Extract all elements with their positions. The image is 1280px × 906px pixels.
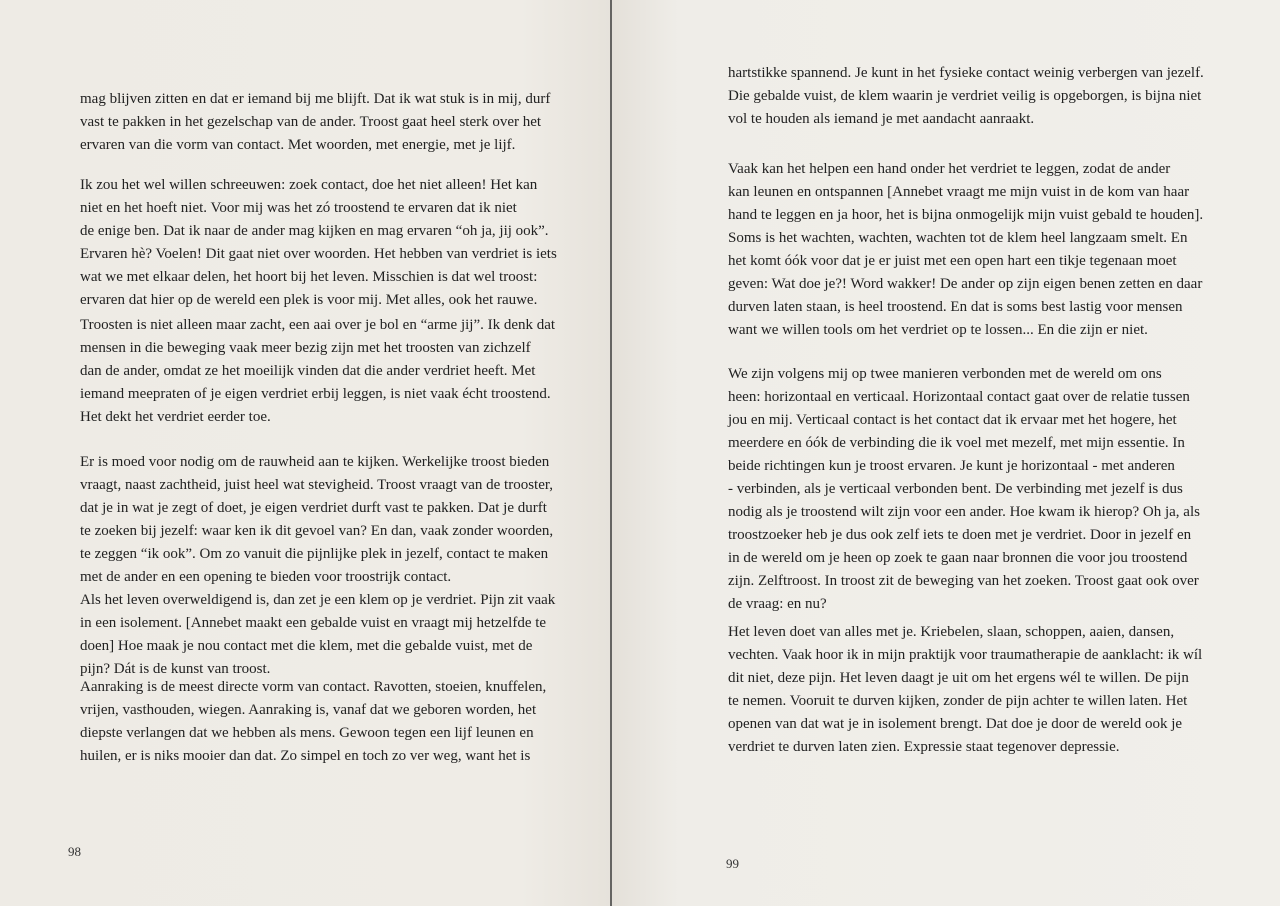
text-line: te zoeken bij jezelf: waar ken ik dit gevoel van? En dan, vaak zonder woorden, xyxy=(80,523,554,539)
text-line: vechten. Vaak hoor ik in mijn praktijk voor traumatherapie de aanklacht: ik wíl xyxy=(728,647,1203,663)
text-line: hand te leggen en ja hoor, het is bijna onmogelijk mijn vuist gebald te houden]. xyxy=(728,207,1204,223)
paragraph xyxy=(728,363,1200,616)
text-line: vol te houden als iemand je met aandacht aanraakt. xyxy=(728,111,1035,127)
text-line: Vaak kan het helpen een hand onder het verdriet te leggen, zodat de ander xyxy=(728,161,1171,177)
right-page xyxy=(612,0,1280,906)
paragraph xyxy=(80,88,550,157)
text-line: durven laten staan, is heel troostend. En dat is soms best lastig voor mensen xyxy=(728,299,1183,315)
text-line: huilen, er is niks mooier dan dat. Zo simpel en toch zo ver weg, want het is xyxy=(80,748,531,764)
text-line: Als het leven overweldigend is, dan zet je een klem op je verdriet. Pijn zit vaak xyxy=(80,592,556,608)
text-line: Er is moed voor nodig om de rauwheid aan te kijken. Werkelijke troost bieden xyxy=(80,454,550,470)
text-line: kan leunen en ontspannen [Annebet vraagt me mijn vuist in de kom van haar xyxy=(728,184,1190,200)
paragraph xyxy=(728,158,1203,342)
text-line: pijn? Dát is de kunst van troost. xyxy=(80,661,271,677)
text-line: mag blijven zitten en dat er iemand bij me blijft. Dat ik wat stuk is in mij, durf xyxy=(80,91,551,107)
paragraph xyxy=(80,589,555,681)
paragraph xyxy=(80,676,546,768)
text-line: ervaren van die vorm van contact. Met woorden, met energie, met je lijf. xyxy=(80,137,516,153)
text-line: met de ander en een opening te bieden voor troostrijk contact. xyxy=(80,569,452,585)
text-line: jou en mij. Verticaal contact is het contact dat ik ervaar met het hogere, het xyxy=(728,412,1177,428)
text-line: vrijen, vasthouden, wiegen. Aanraking is, vanaf dat we geboren worden, het xyxy=(80,702,537,718)
text-line: openen van dat wat je in isolement brengt. Dat doe je door de wereld ook je xyxy=(728,716,1183,732)
text-line: te zeggen “ik ook”. Om zo vanuit die pijnlijke plek in jezelf, contact te maken xyxy=(80,546,549,562)
text-line: mensen in die beweging vaak meer bezig zijn met het troosten van zichzelf xyxy=(80,340,531,356)
left-page xyxy=(0,0,612,906)
book-spine xyxy=(610,0,612,906)
text-line: te nemen. Vooruit te durven kijken, zonder de pijn achter te willen laten. Het xyxy=(728,693,1188,709)
text-line: Aanraking is de meest directe vorm van contact. Ravotten, stoeien, knuffelen, xyxy=(80,679,547,695)
page-number: 99 xyxy=(726,856,739,871)
paragraph xyxy=(80,314,555,429)
text-line: dan de ander, omdat ze het moeilijk vinden dat die ander verdriet heeft. Met xyxy=(80,363,536,379)
text-line: vraagt, naast zachtheid, juist heel wat stevigheid. Troost vraagt van de trooster, xyxy=(80,477,554,493)
text-line: de vraag: en nu? xyxy=(728,596,827,612)
paragraph xyxy=(728,62,1204,131)
text-line: de enige ben. Dat ik naar de ander mag kijken en mag ervaren “oh ja, jij ook”. xyxy=(80,223,549,239)
text-line: geven: Wat doe je?! Word wakker! De ander op zijn eigen benen zetten en daar xyxy=(728,276,1203,292)
text-line: wat we met elkaar delen, het hoort bij het leven. Misschien is dat wel troost: xyxy=(80,269,538,285)
text-line: Ik zou het wel willen schreeuwen: zoek contact, doe het niet alleen! Het kan xyxy=(80,177,538,193)
text-line: meerdere en óók de verbinding die ik voel met mezelf, met mijn essentie. In xyxy=(728,435,1185,451)
text-line: Soms is het wachten, wachten, wachten tot de klem heel langzaam smelt. En xyxy=(728,230,1188,246)
text-line: diepste verlangen dat we hebben als mens. Gewoon tegen een lijf leunen en xyxy=(80,725,534,741)
text-line: hartstikke spannend. Je kunt in het fysieke contact weinig verbergen van jezelf. xyxy=(728,65,1204,81)
text-line: dit niet, deze pijn. Het leven daagt je uit om het ergens wél te willen. De pijn xyxy=(728,670,1189,686)
text-line: in een isolement. [Annebet maakt een gebalde vuist en vraagt mij hetzelfde te xyxy=(80,615,547,631)
text-line: iemand meepraten of je eigen verdriet erbij leggen, is niet vaak écht troostend. xyxy=(80,386,551,402)
text-line: heen: horizontaal en verticaal. Horizontaal contact gaat over de relatie tussen xyxy=(728,389,1190,405)
text-line: vast te pakken in het gezelschap van de ander. Troost gaat heel sterk over het xyxy=(80,114,542,130)
text-line: - verbinden, als je verticaal verbonden bent. De verbinding met jezelf is dus xyxy=(728,481,1183,497)
paragraph xyxy=(80,174,557,312)
text-line: troostzoeker heb je dus ook zelf iets te doen met je verdriet. Door in jezelf en xyxy=(728,527,1192,543)
text-line: niet en het hoeft niet. Voor mij was het zó troostend te ervaren dat ik niet xyxy=(80,200,517,216)
text-line: Die gebalde vuist, de klem waarin je verdriet veilig is opgeborgen, is bijna niet xyxy=(728,88,1202,104)
text-line: dat je in wat je zegt of doet, je eigen verdriet durft vast te pakken. Dat je durft xyxy=(80,500,547,516)
text-line: het komt óók voor dat je er juist met een open hart een tikje tegenaan moet xyxy=(728,253,1177,269)
paragraph xyxy=(80,451,553,589)
text-line: Het dekt het verdriet eerder toe. xyxy=(80,409,271,425)
text-line: Het leven doet van alles met je. Kriebelen, slaan, schoppen, aaien, dansen, xyxy=(728,624,1175,640)
text-line: doen] Hoe maak je nou contact met die klem, met die gebalde vuist, met de xyxy=(80,638,533,654)
text-line: want we willen tools om het verdriet op te lossen... En die zijn er niet. xyxy=(728,322,1148,338)
paragraph xyxy=(728,621,1202,759)
text-line: Troosten is niet alleen maar zacht, een aai over je bol en “arme jij”. Ik denk dat xyxy=(80,317,556,333)
text-line: zijn. Zelftroost. In troost zit de beweging van het zoeken. Troost gaat ook over xyxy=(728,573,1199,589)
text-line: in de wereld om je heen op zoek te gaan naar bronnen die voor jou troostend xyxy=(728,550,1188,566)
text-line: Ervaren hè? Voelen! Dit gaat niet over woorden. Het hebben van verdriet is iets xyxy=(80,246,557,262)
text-line: verdriet te durven laten zien. Expressie staat tegenover depressie. xyxy=(728,739,1120,755)
text-line: ervaren dat hier op de wereld een plek is voor mij. Met alles, ook het rauwe. xyxy=(80,292,538,308)
text-line: nodig als je troostend wilt zijn voor een ander. Hoe kwam ik hierop? Oh ja, als xyxy=(728,504,1200,520)
text-line: beide richtingen kun je troost ervaren. Je kunt je horizontaal - met anderen xyxy=(728,458,1175,474)
text-line: We zijn volgens mij op twee manieren verbonden met de wereld om ons xyxy=(728,366,1162,382)
page-number: 98 xyxy=(68,844,81,859)
